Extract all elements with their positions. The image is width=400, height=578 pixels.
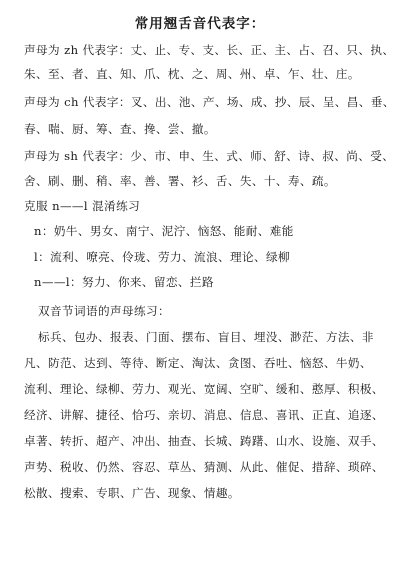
document-title: 常用翘舌音代表字： — [134, 16, 266, 32]
text-line: 松散、搜索、专职、广告、现象、情趣。 — [24, 486, 240, 500]
text-line: 声母为 sh 代表字：少、市、申、生、式、师、舒、诗、叔、尚、受、 — [24, 149, 395, 163]
text-line: 声母为 zh 代表字：丈、止、专、支、长、正、主、占、召、只、执、 — [24, 43, 395, 57]
text-line: 舍、刷、删、稍、率、善、署、衫、舌、失、十、寿、疏。 — [24, 174, 336, 188]
text-line: l：流利、嘹亮、伶珑、劳力、流浪、理论、绿柳 — [34, 250, 290, 264]
text-line: 春、喘、厨、筹、查、搀、尝、撤。 — [24, 122, 216, 136]
text-line: 声势、税收、仍然、容忍、草丛、猜测、从此、催促、措辞、琐碎、 — [24, 460, 384, 474]
text-line: 声母为 ch 代表字：叉、出、池、产、场、成、抄、辰、呈、昌、垂、 — [24, 95, 395, 109]
text-line: 经济、讲解、捷径、恰巧、亲切、消息、信息、喜讯、正直、追逐、 — [24, 408, 384, 422]
text-line: 流利、理论、绿柳、劳力、观光、宽阔、空旷、缓和、憨厚、积极、 — [24, 382, 384, 396]
text-line: n——l：努力、你来、留恋、拦路 — [34, 275, 214, 289]
section-heading: 双音节词语的声母练习： — [38, 304, 170, 318]
text-line: 标兵、包办、报表、门面、摆布、盲目、埋没、渺茫、方法、非 — [38, 330, 374, 344]
text-line: 凡、防范、达到、等待、断定、淘汰、贪图、吞吐、恼怒、牛奶、 — [24, 356, 372, 370]
section-heading: 克服 n——l 混淆练习 — [24, 199, 141, 213]
text-line: 卓著、转折、超产、冲出、抽查、长城、踌躇、山水、设施、双手、 — [24, 434, 384, 448]
text-line: n：奶牛、男女、南宁、泥泞、恼怒、能耐、难能 — [34, 224, 294, 238]
text-line: 朱、至、者、直、知、爪、枕、之、周、州、卓、乍、壮、庄。 — [24, 67, 360, 81]
